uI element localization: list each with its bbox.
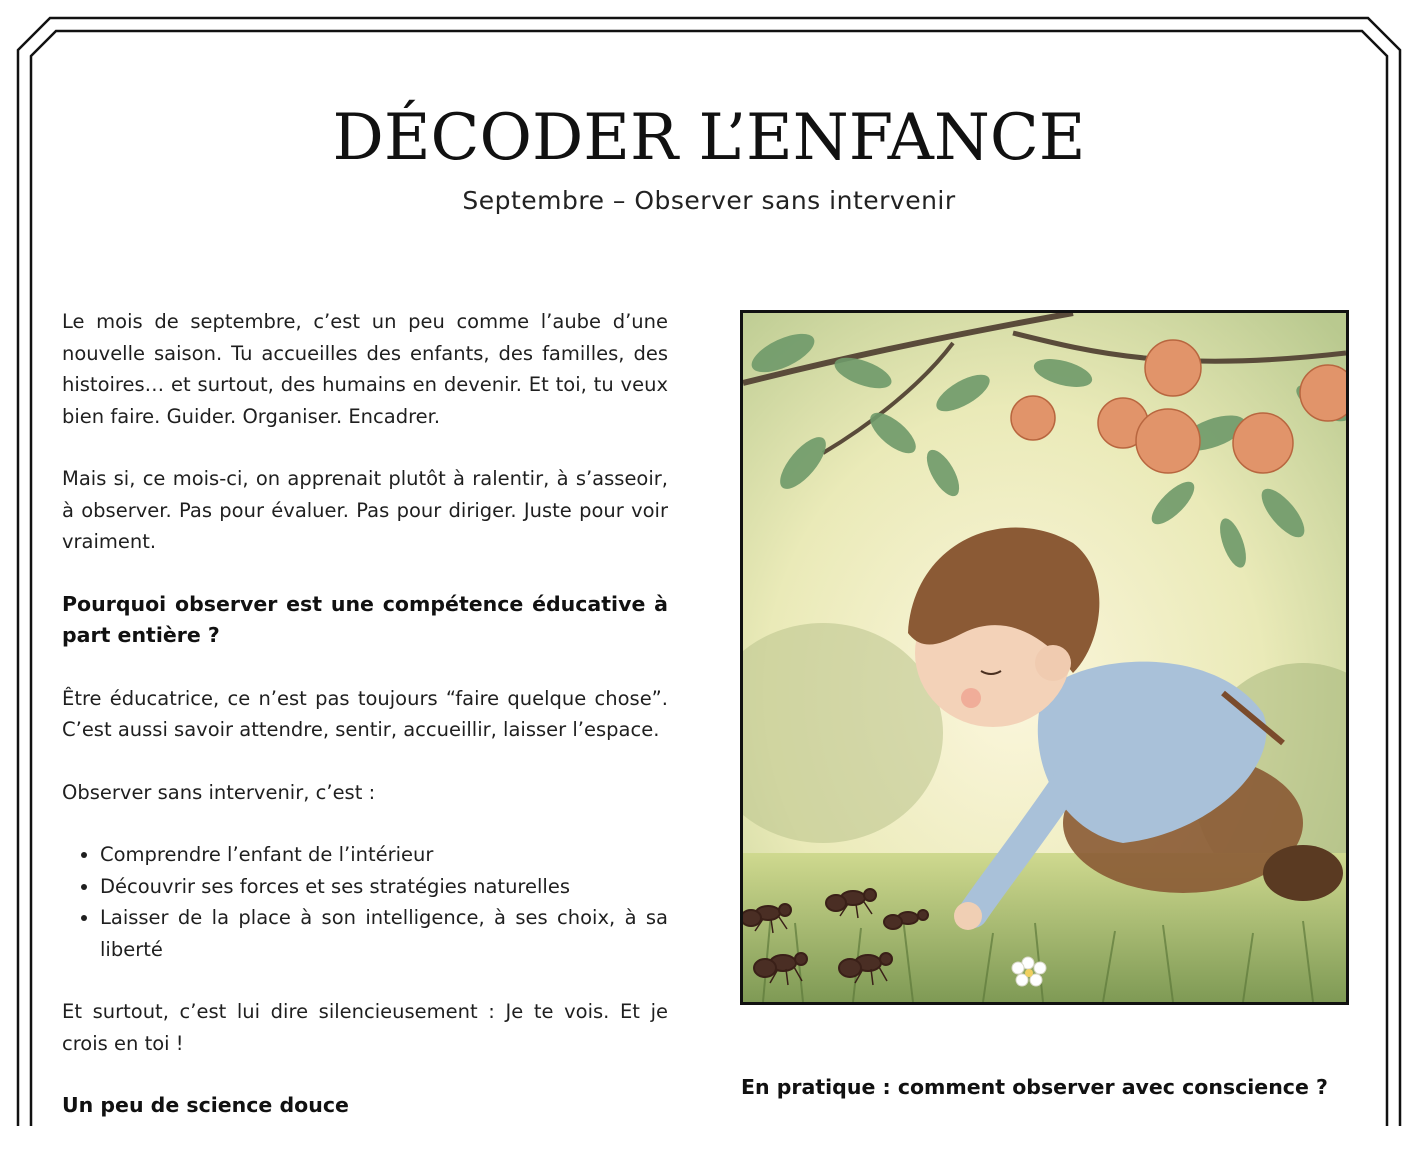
heading-why-observe: Pourquoi observer est une compétence éducative à part entière ? bbox=[62, 591, 668, 647]
heading-in-practice: En pratique : comment observer avec conscience ? bbox=[741, 1075, 1328, 1099]
list-item: • Comprendre l’enfant de l’intérieur bbox=[100, 839, 668, 871]
page-subtitle: Septembre – Observer sans intervenir bbox=[462, 186, 956, 215]
left-column bbox=[62, 306, 668, 1153]
paragraph-slow-down: Mais si, ce mois-ci, on apprenait plutôt à ralentir, à s’asseoir, à observer. Pas pour évaluer. Pas pour diriger. Juste pour voir vraiment. bbox=[62, 467, 668, 553]
observation-list bbox=[62, 839, 668, 965]
heading-gentle-science: Un peu de science douce bbox=[62, 1093, 349, 1117]
paragraph-intro: Le mois de septembre, c’est un peu comme l’aube d’une nouvelle saison. Tu accueilles des enfants, des familles, des histoires… et surtout, des humains en devenir. Et toi, tu veux bien faire. Guider. Organiser. Encadrer. bbox=[62, 310, 668, 428]
list-item: • Laisser de la place à son intelligence, à ses choix, à sa liberté bbox=[100, 902, 668, 965]
page-title: DÉCODER L’ENFANCE bbox=[332, 101, 1086, 175]
paragraph-educator: Être éducatrice, ce n’est pas toujours “faire quelque chose”. C’est aussi savoir attendre, sentir, accueillir, laisser l’espace. bbox=[62, 686, 668, 741]
paragraph-believe: Et surtout, c’est lui dire silencieusement : Je te vois. Et je crois en toi ! bbox=[62, 1000, 668, 1055]
child-observing-ants-illustration bbox=[740, 310, 1349, 1005]
list-item: • Découvrir ses forces et ses stratégies naturelles bbox=[100, 871, 668, 903]
paragraph-list-intro: Observer sans intervenir, c’est : bbox=[62, 780, 376, 804]
